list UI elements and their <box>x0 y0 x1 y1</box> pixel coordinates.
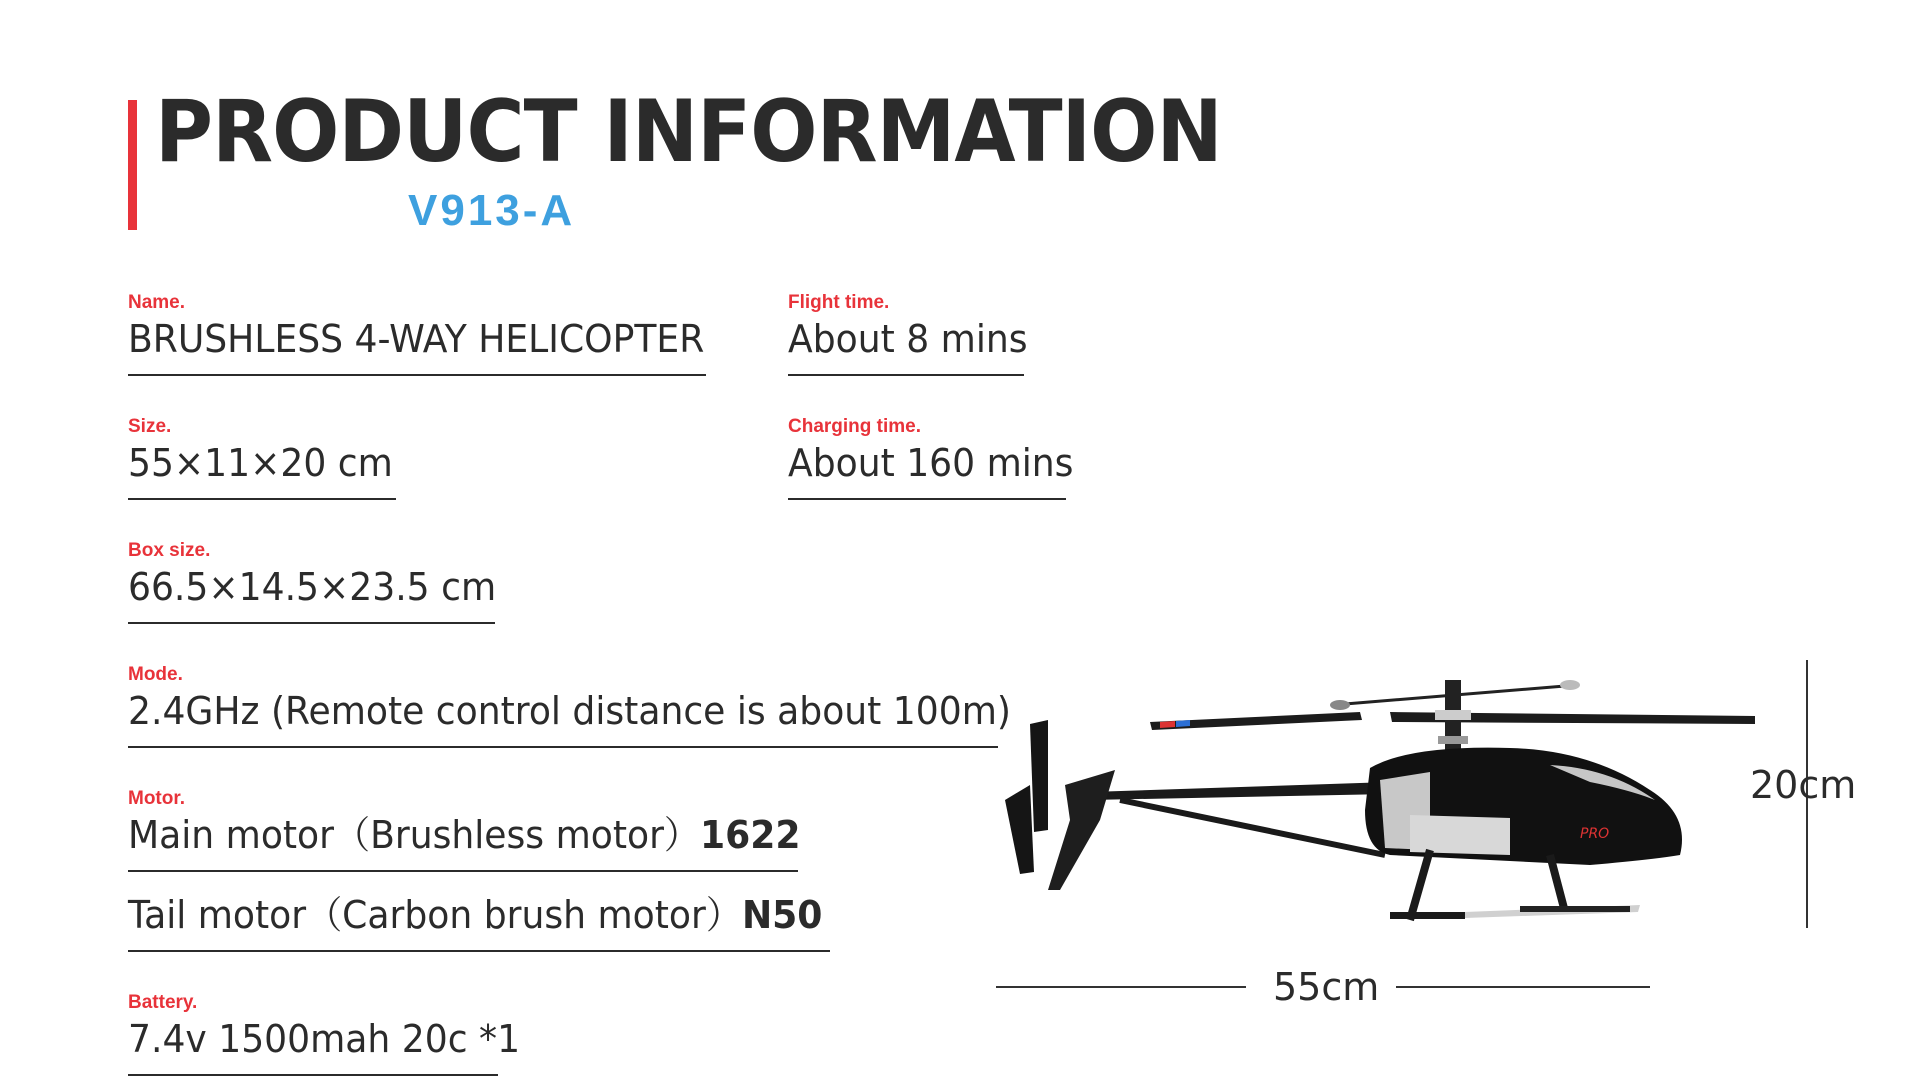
spec-box-size-underline <box>128 622 495 624</box>
height-dimension-label: 20cm <box>1750 763 1857 807</box>
spec-motor <box>128 788 836 872</box>
spec-charging-time <box>788 416 1089 500</box>
spec-main-motor-code: 1622 <box>700 813 801 857</box>
spec-box-size-value: 66.5×14.5×23.5 cm <box>128 565 497 609</box>
title-accent-bar <box>128 100 137 230</box>
spec-battery-underline <box>128 1074 498 1076</box>
spec-name <box>128 292 735 376</box>
spec-size-label: Size. <box>128 416 172 437</box>
spec-main-motor <box>128 810 801 860</box>
spec-main-motor-text: Main motor（Brushless motor） <box>128 813 701 857</box>
spec-mode-underline <box>128 746 998 748</box>
spec-charging-time-label: Charging time. <box>788 416 922 437</box>
spec-size <box>128 416 407 500</box>
spec-size-value: 55×11×20 cm <box>128 441 393 485</box>
spec-name-value: BRUSHLESS 4-WAY HELICOPTER <box>128 317 705 361</box>
tail-rotor-blade <box>1030 720 1048 832</box>
helicopter-image <box>990 650 1770 940</box>
spec-box-size <box>128 540 516 624</box>
spec-charging-time-value: About 160 mins <box>788 441 1074 485</box>
page-title: PRODUCT INFORMATION <box>155 82 1222 182</box>
spec-tail-motor-value <box>128 890 822 940</box>
spec-flight-time-underline <box>788 374 1024 376</box>
spec-charging-time-underline <box>788 498 1066 500</box>
spec-tail-motor-underline <box>128 950 830 952</box>
spec-name-underline <box>128 374 706 376</box>
spec-mode-label: Mode. <box>128 664 183 685</box>
length-dimension-label: 55cm <box>1273 965 1380 1009</box>
model-number: V913-A <box>408 186 576 235</box>
spec-battery <box>128 992 541 1076</box>
tail-fin <box>1048 770 1115 890</box>
spec-motor-label: Motor. <box>128 788 185 809</box>
spec-mode-value: 2.4GHz (Remote control distance is about 100m) <box>128 689 1011 733</box>
spec-flight-time-value: About 8 mins <box>788 317 1028 361</box>
length-dimension-line-left <box>996 986 1246 988</box>
spec-flight-time <box>788 292 1040 376</box>
length-dimension-line-right <box>1396 986 1650 988</box>
svg-text:PRO: PRO <box>1580 826 1610 842</box>
spec-battery-label: Battery. <box>128 992 198 1013</box>
spec-box-size-label: Box size. <box>128 540 211 561</box>
spec-mode <box>128 664 1057 748</box>
spec-tail-motor-code: N50 <box>741 893 823 937</box>
spec-flight-time-label: Flight time. <box>788 292 890 313</box>
tail-boom <box>1090 782 1390 800</box>
spec-battery-value: 7.4v 1500mah 20c *1 <box>128 1017 521 1061</box>
spec-main-motor-underline <box>128 870 798 872</box>
spec-name-label: Name. <box>128 292 186 313</box>
spec-tail-motor <box>128 890 859 952</box>
spec-tail-motor-text: Tail motor（Carbon brush motor） <box>128 893 742 937</box>
spec-size-underline <box>128 498 396 500</box>
